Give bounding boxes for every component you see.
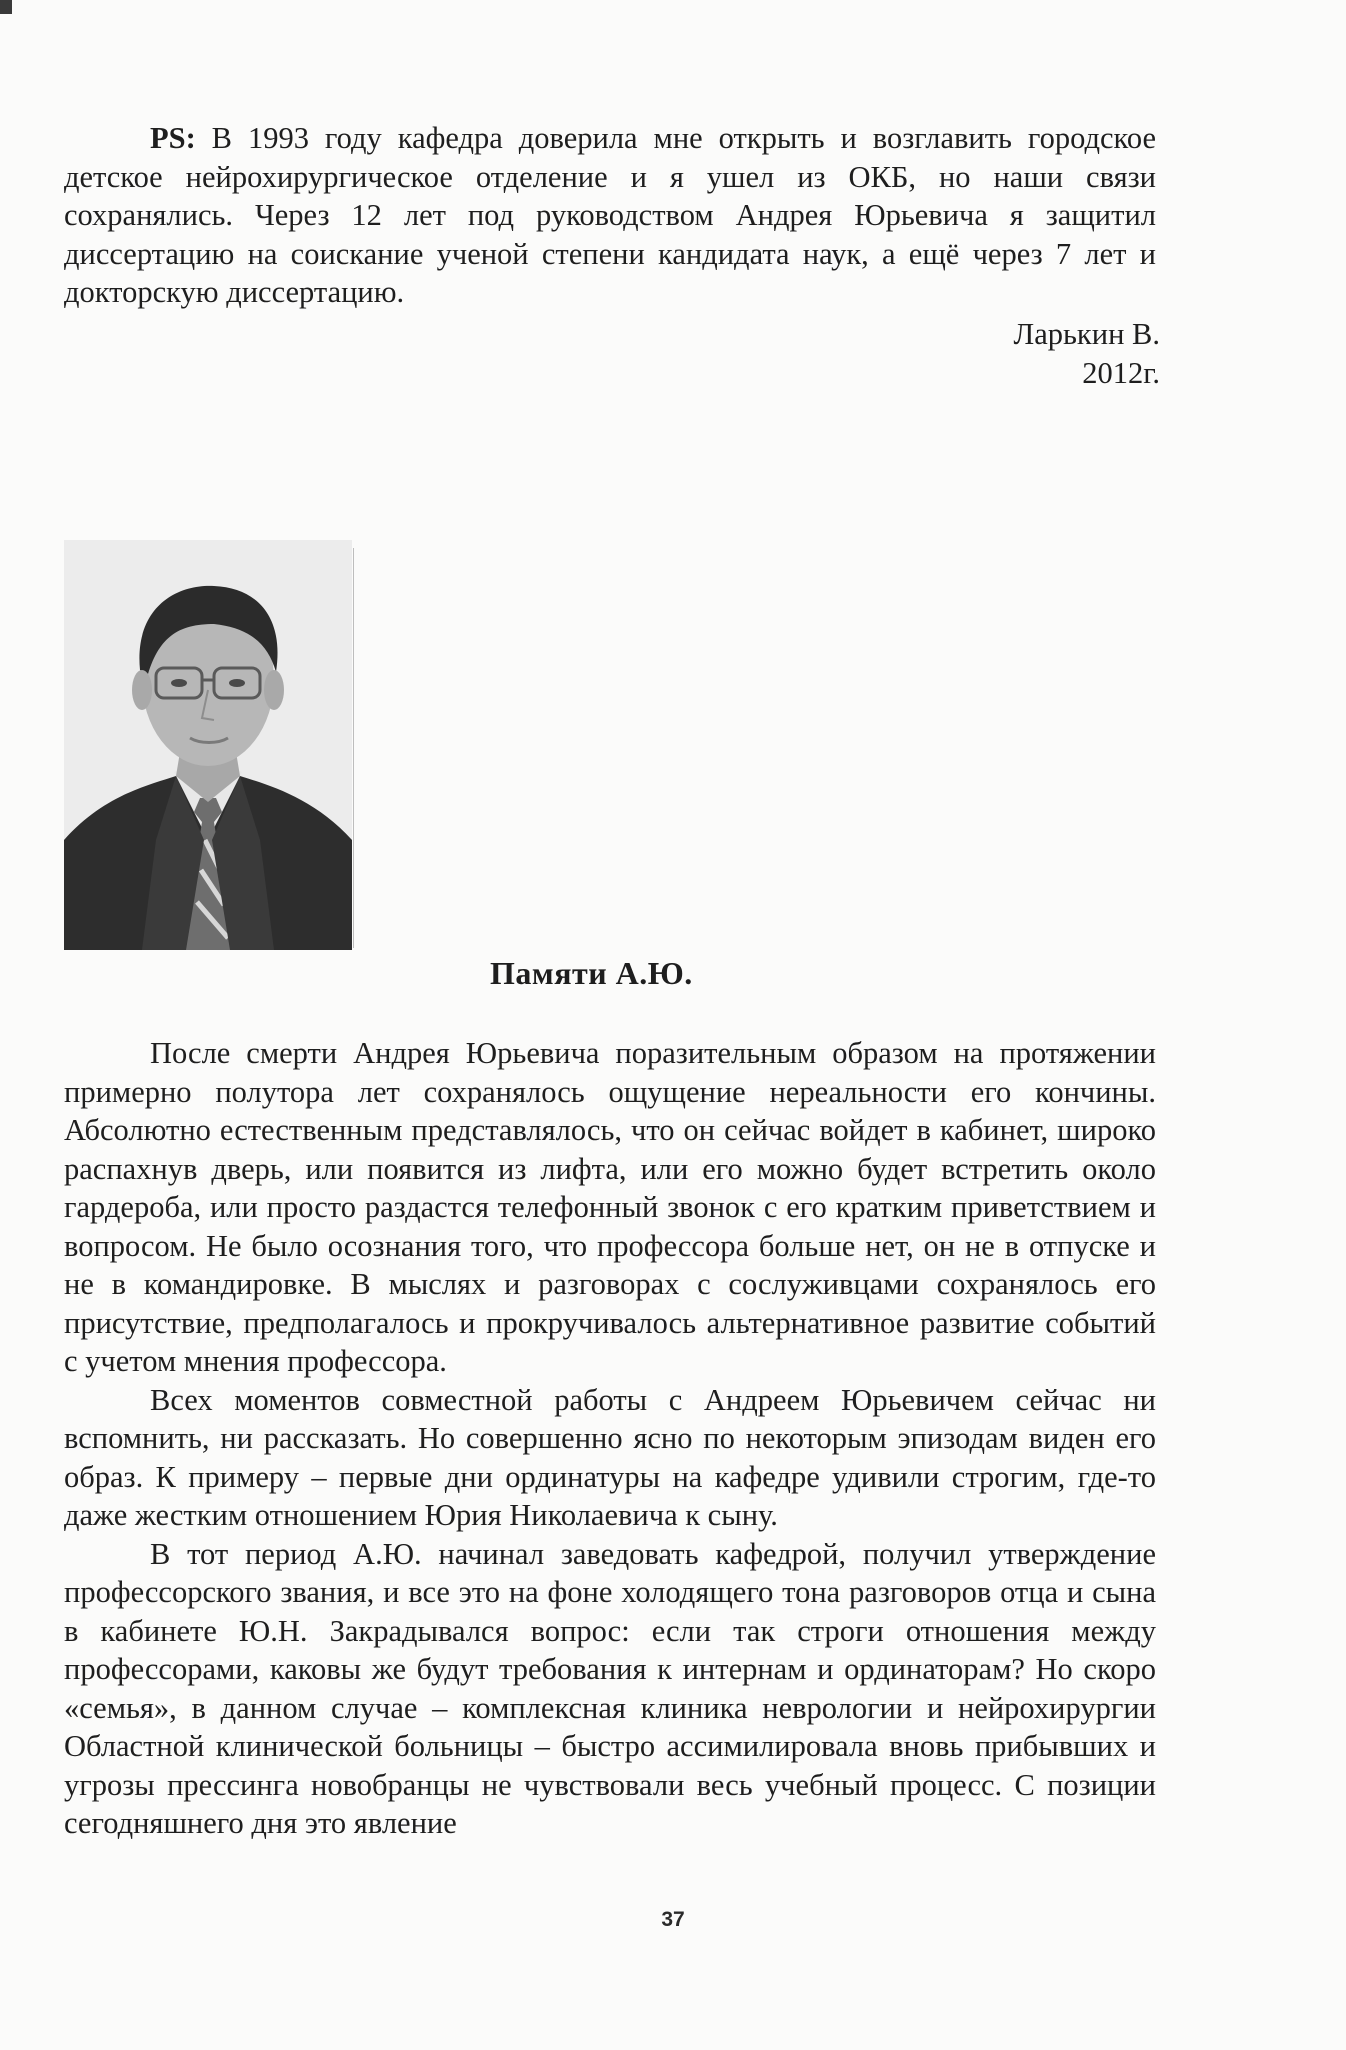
scan-corner-mark [0, 0, 12, 14]
page-number: 37 [661, 1908, 685, 1931]
paragraph-1: После смерти Андрея Юрьевича поразительным образом на протяжении примерно полутора лет сохранялось ощущение нереальности его кончины. Абсолютно естественным представлялось, что он сейчас войдет в кабинет, широко распахнув дверь, или появится из лифта, или его можно будет встретить около гардероба, или просто раздастся телефонный звонок с его кратким приветствием и вопросом. Не было осознания того, что профессора больше нет, он не в отпуске и не в командировке. В мыслях и разговорах с сослуживцами сохранялось его присутствие, предполагалось и прокручивалось альтернативное развитие событий с учетом мнения профессора. [64, 1036, 1156, 1378]
paragraph-3: В тот период А.Ю. начинал заведовать кафедрой, получил утверждение профессорского звания, и все это на фоне холодящего тона разговоров отца и сына в кабинете Ю.Н. Закрадывался вопрос: если так строги отношения между профессорами, каковы же будут требования к интернам и ординаторам? Но скоро «семья», в данном случае – комплексная клиника неврологии и нейрохирургии Областной клинической больницы – быстро ассимилировала вновь прибывших и угрозы прессинга новобранцы не чувствовали весь учебный процесс. С позиции сегодняшнего дня это явление [64, 1536, 1156, 1840]
paragraph-2: Всех моментов совместной работы с Андреем Юрьевичем сейчас ни вспомнить, ни рассказать. Но совершенно ясно по некоторым эпизодам виден его образ. К примеру – первые дни ординатуры на кафедре удивили строгим, где-то даже жестким отношением Юрия Николаевича к сыну. [64, 1382, 1156, 1532]
portrait-photo [64, 540, 352, 950]
memorial-text [64, 1034, 1156, 1843]
photo-border-line [353, 548, 354, 948]
postscript-text: В 1993 году кафедра доверила мне открыть и возглавить городское детское нейрохирургическое отделение и я ушел из ОКБ, но наши связи сохранялись. Через 12 лет под руководством Андрея Юрьевича я защитил диссертацию на соискание ученой степени кандидата наук, а ещё через 7 лет и докторскую диссертацию. [64, 121, 1156, 309]
postscript-paragraph [64, 119, 1156, 312]
postscript-label: PS: [150, 121, 196, 155]
signature-year: 2012г. [1082, 356, 1160, 390]
section-heading: Памяти А.Ю. [490, 955, 693, 991]
signature-name: Ларькин В. [1013, 317, 1160, 351]
